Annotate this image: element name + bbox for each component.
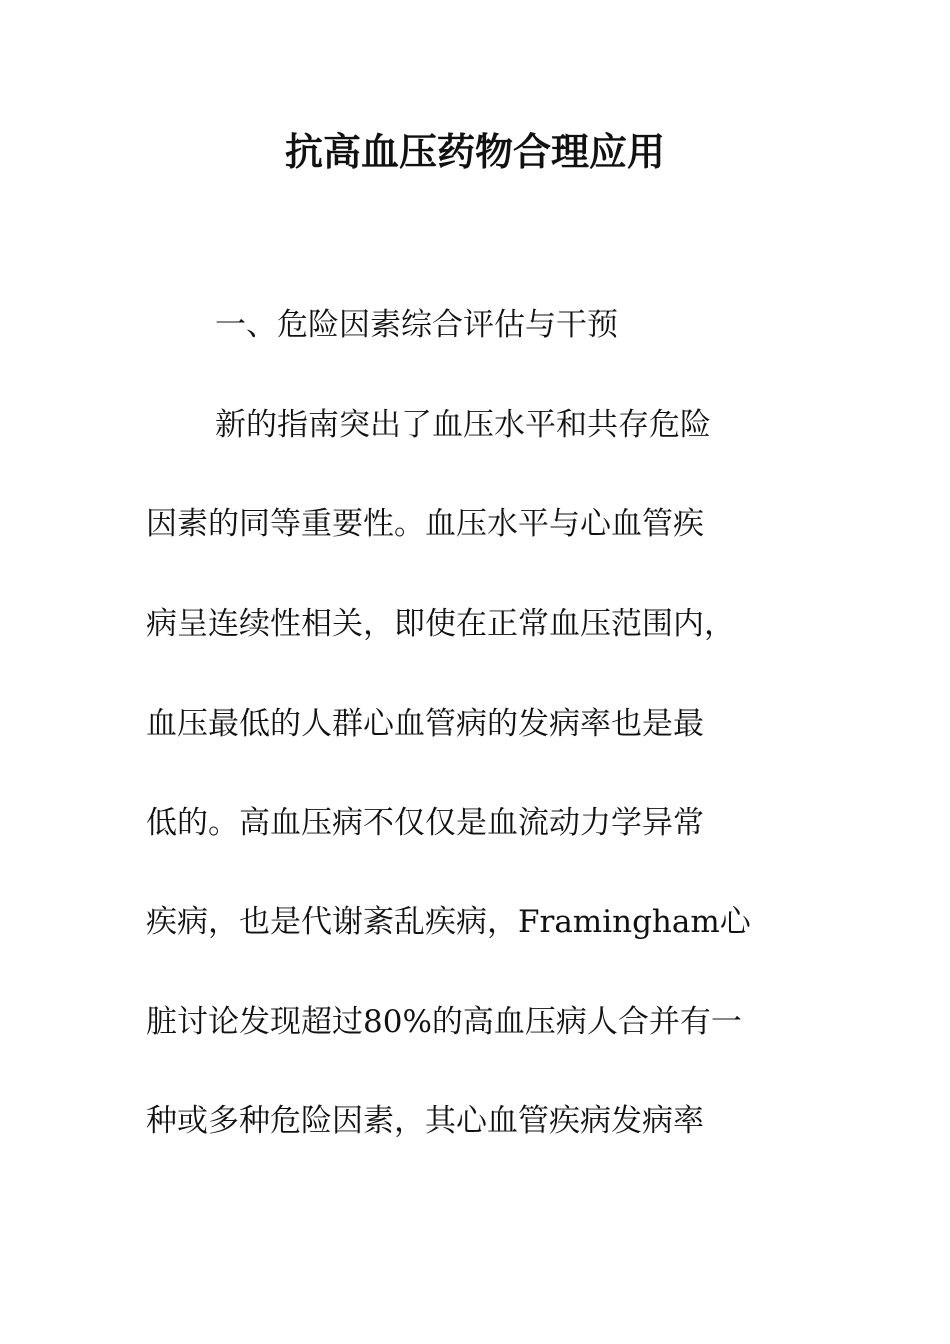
paragraph-line-1: 新的指南突出了血压水平和共存危险 [215,407,711,443]
paragraph-line-7: 脏讨论发现超过80%的高血压病人合并有一 [146,1004,742,1040]
paragraph-line-4: 血压最低的人群心血管病的发病率也是最 [146,706,704,742]
paragraph-line-3: 病呈连续性相关，即使在正常血压范围内， [146,606,735,642]
paragraph-line-6: 疾病，也是代谢紊乱疾病，Framingham心 [146,904,751,940]
paragraph-line-2: 因素的同等重要性。血压水平与心血管疾 [146,506,704,542]
paragraph-line-5: 低的。高血压病不仅仅是血流动力学异常 [146,805,704,841]
paragraph-line-8: 种或多种危险因素，其心血管疾病发病率 [146,1103,704,1139]
section-heading: 一、危险因素综合评估与干预 [215,307,618,343]
document-title: 抗高血压药物合理应用 [284,129,665,174]
